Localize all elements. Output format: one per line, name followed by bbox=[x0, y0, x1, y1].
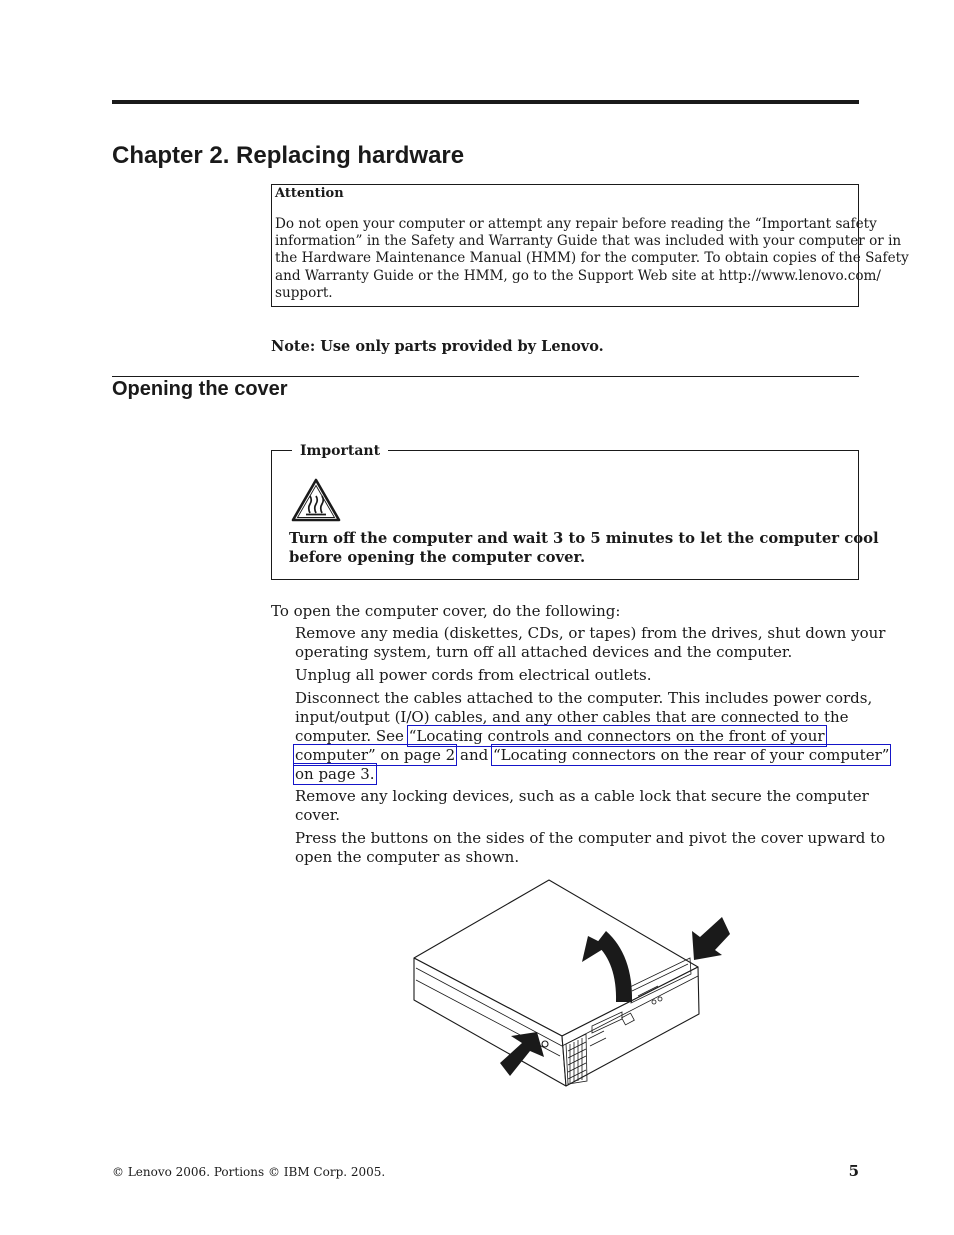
attention-body bbox=[275, 216, 909, 302]
attention-line: support. bbox=[275, 284, 333, 301]
section-title: Opening the cover bbox=[112, 378, 288, 400]
step-remove-media bbox=[295, 624, 885, 662]
copyright-footer: © Lenovo 2006. Portions © IBM Corp. 2005. bbox=[112, 1165, 386, 1179]
link-front-connectors-cont[interactable]: computer” on page 2 bbox=[295, 746, 456, 764]
step-line: Disconnect the cables attached to the computer. This includes power cords, bbox=[295, 689, 873, 707]
chapter-title: Chapter 2. Replacing hardware bbox=[112, 142, 465, 169]
step-remove-locks bbox=[295, 787, 869, 825]
step-disconnect-cables bbox=[295, 689, 889, 784]
attention-title: Attention bbox=[275, 186, 344, 201]
section-rule bbox=[112, 376, 859, 377]
step-line bbox=[295, 727, 889, 746]
step-line: operating system, turn off all attached devices and the computer. bbox=[295, 643, 793, 661]
attention-line: Do not open your computer or attempt any repair before reading the “Important safety bbox=[275, 216, 877, 232]
step-line: Remove any locking devices, such as a cable lock that secure the computer bbox=[295, 787, 869, 805]
step-unplug-cords bbox=[295, 666, 651, 685]
hot-surface-warning-icon bbox=[290, 477, 342, 523]
step-line: open the computer as shown. bbox=[295, 848, 520, 866]
attention-box bbox=[271, 184, 909, 307]
important-text bbox=[289, 529, 879, 567]
important-line: before opening the computer cover. bbox=[289, 549, 586, 566]
cover-removal-illustration bbox=[410, 876, 740, 1090]
attention-line: the Hardware Maintenance Manual (HMM) for the computer. To obtain copies of the Safety bbox=[275, 250, 909, 267]
step-line: input/output (I/O) cables, and any other cables that are connected to the bbox=[295, 708, 849, 726]
attention-line: information” in the Safety and Warranty Guide that was included with your computer or in bbox=[275, 233, 902, 250]
link-front-connectors[interactable]: “Locating controls and connectors on the front of your bbox=[408, 727, 825, 745]
step-line: Unplug all power cords from electrical outlets. bbox=[295, 666, 652, 684]
step-line: Press the buttons on the sides of the computer and pivot the cover upward to bbox=[295, 829, 886, 847]
step-press-buttons bbox=[295, 829, 885, 867]
and-text: and bbox=[455, 746, 493, 764]
attention-line: and Warranty Guide or the HMM, go to the Support Web site at http://www.lenovo.com/ bbox=[275, 267, 881, 284]
step-line bbox=[295, 746, 889, 765]
important-line: Turn off the computer and wait 3 to 5 minutes to let the computer cool bbox=[289, 530, 879, 547]
link-rear-connectors[interactable]: “Locating connectors on the rear of your computer” bbox=[492, 746, 890, 764]
important-label: Important bbox=[292, 443, 388, 459]
link-rear-connectors-cont[interactable]: on page 3. bbox=[295, 765, 375, 783]
chapter-top-rule bbox=[112, 100, 859, 104]
page-number: 5 bbox=[848, 1162, 859, 1180]
step-line: Remove any media (diskettes, CDs, or tapes) from the drives, shut down your bbox=[295, 624, 886, 642]
important-box bbox=[271, 443, 879, 580]
see-text: computer. See bbox=[295, 727, 409, 745]
note-text: Note: Use only parts provided by Lenovo. bbox=[271, 338, 604, 355]
step-line bbox=[295, 765, 889, 784]
step-line: cover. bbox=[295, 806, 341, 824]
procedure-intro: To open the computer cover, do the following: bbox=[271, 602, 621, 620]
